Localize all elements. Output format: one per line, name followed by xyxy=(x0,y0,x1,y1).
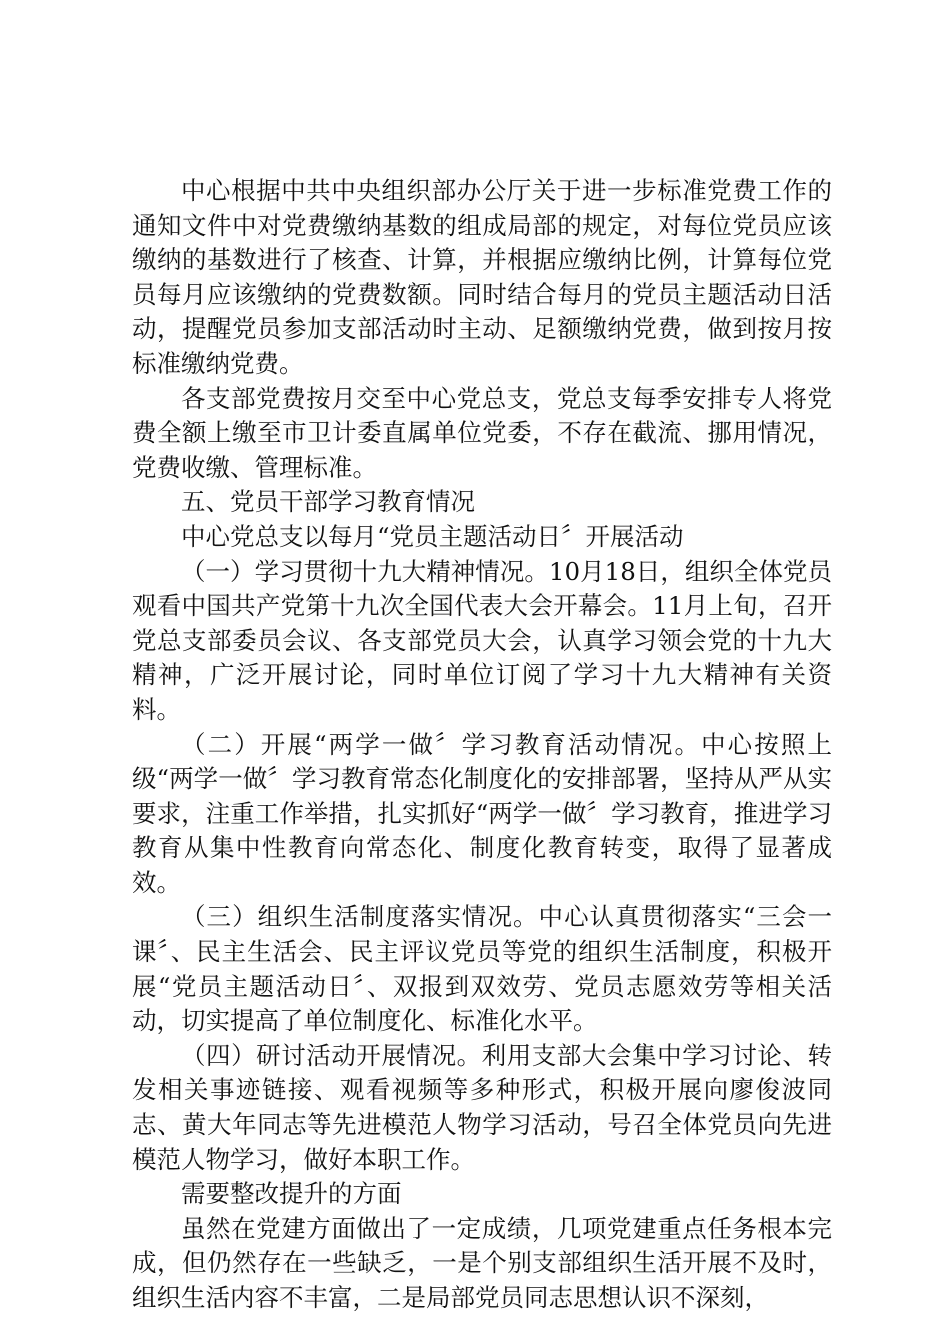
paragraph-organization-life: （三）组织生活制度落实情况。中心认真贯彻落实“三会一课〞、民主生活会、民主评议党员等党的组织生活制度，积极开展“党员主题活动日〞、双报到双效劳、党员志愿效劳等相关活动，切实提高了单位制度化、标准化水平。 xyxy=(132,902,832,1036)
paragraph-party-fee-submission: 各支部党费按月交至中心党总支，党总支每季安排专人将党费全额上缴至市卫计委直属单位党委，不存在截流、挪用情况，党费收缴、管理标准。 xyxy=(132,383,832,482)
section-heading-education: 五、党员干部学习教育情况 xyxy=(181,487,475,517)
paragraph-two-studies: （二）开展“两学一做〞学习教育活动情况。中心按照上级“两学一做〞学习教育常态化制度化的安排部署，坚持从严从实要求，注重工作举措，扎实抓好“两学一做〞学习教育，推进学习教育从集中性教育向常态化、制度化教育转变，取得了显著成效。 xyxy=(132,729,832,897)
paragraph-activity-day: 中心党总支以每月“党员主题活动日〞开展活动 xyxy=(181,521,684,551)
paragraph-seminar-activities: （四）研讨活动开展情况。利用支部大会集中学习讨论、转发相关事迹链接、观看视频等多种形式，积极开展向廖俊波同志、黄大年同志等先进模范人物学习活动，号召全体党员向先进模范人物学习，做好本职工作。 xyxy=(132,1040,832,1174)
paragraph-nineteenth-congress: （一）学习贯彻十九大精神情况。10月18日，组织全体党员观看中国共产党第十九次全国代表大会开幕会。11月上旬，召开党总支部委员会议、各支部党员大会，认真学习领会党的十九大精神，广泛开展讨论，同时单位订阅了学习十九大精神有关资料。 xyxy=(132,556,832,724)
document-body xyxy=(132,174,832,1316)
section-heading-improvement: 需要整改提升的方面 xyxy=(181,1179,402,1209)
paragraph-shortcomings: 虽然在党建方面做出了一定成绩，几项党建重点任务根本完成，但仍然存在一些缺乏，一是个别支部组织生活开展不及时，组织生活内容不丰富，二是局部党员同志思想认识不深刻， xyxy=(132,1213,832,1312)
paragraph-party-fee-base: 中心根据中共中央组织部办公厅关于进一步标准党费工作的通知文件中对党费缴纳基数的组成局部的规定，对每位党员应该缴纳的基数进行了核查、计算，并根据应缴纳比例，计算每位党员每月应该缴纳的党费数额。同时结合每月的党员主题活动日活动，提醒党员参加支部活动时主动、足额缴纳党费，做到按月按标准缴纳党费。 xyxy=(132,176,832,378)
